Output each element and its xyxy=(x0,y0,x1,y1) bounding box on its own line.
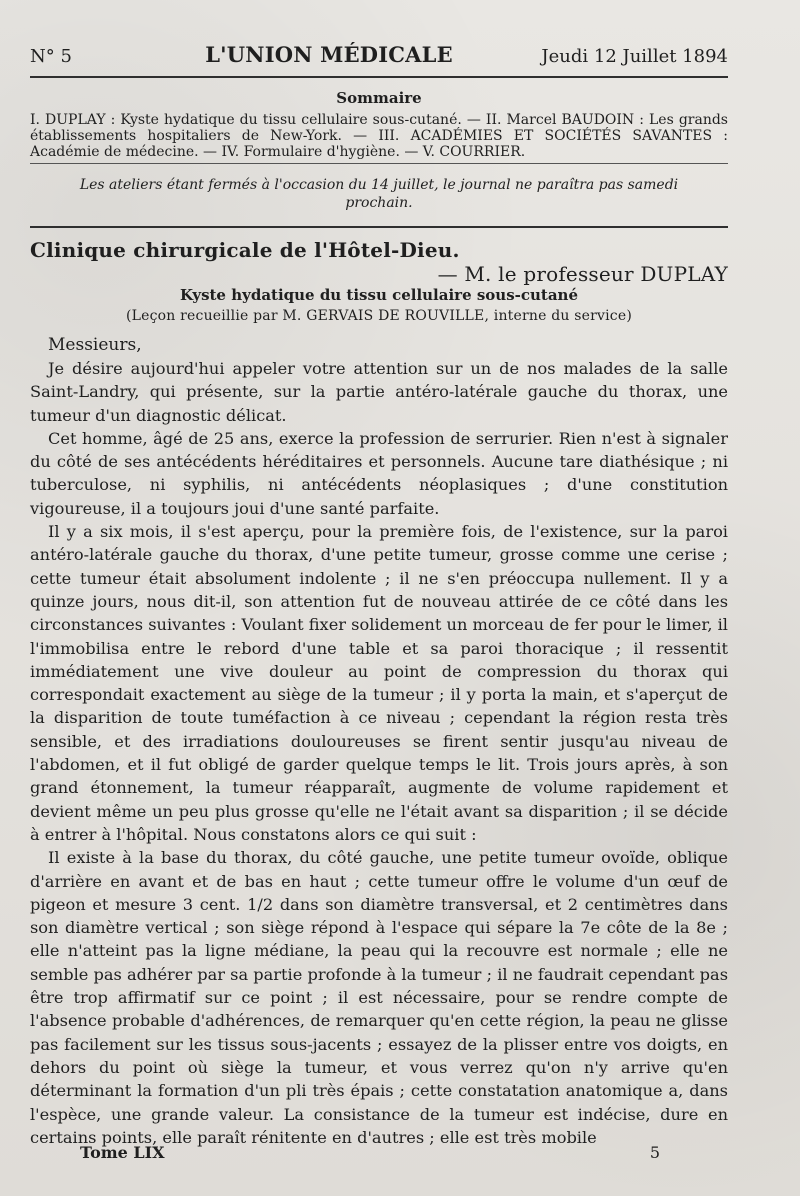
journal-title: L'UNION MÉDICALE xyxy=(205,42,453,67)
summary-block xyxy=(30,90,728,160)
section-title-right: — M. le professeur DUPLAY xyxy=(437,262,728,286)
article-subtitle: Kyste hydatique du tissu cellulaire sous-cutané xyxy=(179,286,579,304)
page-footer xyxy=(80,1143,660,1162)
issue-number: N° 5 xyxy=(30,46,72,67)
header-rule xyxy=(30,76,728,78)
section-top-rule xyxy=(30,226,728,228)
summary-title: Sommaire xyxy=(336,89,422,107)
section-title xyxy=(30,238,728,286)
salutation: Messieurs, xyxy=(48,335,142,355)
paragraph-3: Il y a six mois, il s'est aperçu, pour la première fois, de l'existence, sur la paroi antéro-latérale gauche du thorax, d'une petite tumeur, grosse comme une cerise ; cette tumeur était absolument indolente ; il ne s'en préoccupa nullement. Il y a quinze jours, nous dit-il, son attention fut de nouveau attirée de ce côté dans les circonstances suivantes : Voulant fixer solidement un morceau de fer pour le limer, il l'immobilisa entre le rebord d'une table et sa paroi thoracique ; il ressentit immédiatement une vive douleur au point de compression du thorax qui correspondait exactement au siège de la tumeur ; il y porta la main, et s'aperçut de la disparition de toute tuméfaction à ce niveau ; cependant la région resta très sensible, et des irradiations douloureuses se firent sentir jusqu'au niveau de l'abdomen, et il fut obligé de garder quelque temps le lit. Trois jours après, à son grand étonnement, la tumeur réapparaît, augmente de volume rapidement et devient même un peu plus grosse qu'elle ne l'était avant sa disparition ; il se décide à entrer à l'hôpital. Nous constatons alors ce qui suit : xyxy=(30,522,728,844)
paragraph-4: Il existe à la base du thorax, du côté gauche, une petite tumeur ovoïde, oblique d'arrière en avant et de bas en haut ; cette tumeur offre le volume d'un œuf de pigeon et mesure 3 cent. 1/2 dans son diamètre transversal, et 2 centimètres dans son diamètre vertical ; son siège répond à l'espace qui sépare la 7e côte de la 8e ; elle n'atteint pas la ligne médiane, la peau qui la recouvre est normale ; elle ne semble pas adhérer par sa partie profonde à la tumeur ; il ne faudrait cependant pas être trop affirmatif sur ce point ; il est nécessaire, pour se rendre compte de l'absence probable d'adhérences, de remarquer qu'en cette région, la peau ne glisse pas facilement sur les tissus sous-jacents ; essayez de la plisser entre vos doigts, en dehors du point où siège la tumeur, et vous verrez qu'on n'y arrive qu'en déterminant la formation d'un pli très épais ; cette constatation anatomique a, dans l'espèce, une grande valeur. La consistance de la tumeur est indécise, dure en certains points, elle paraît rénitente en d'autres ; elle est très mobile xyxy=(30,848,728,1147)
notice-text: Les ateliers étant fermés à l'occasion du 14 juillet, le journal ne paraîtra pas samedi prochain. xyxy=(79,177,679,211)
page-number: 5 xyxy=(649,1143,660,1162)
issue-date: Jeudi 12 Juillet 1894 xyxy=(541,46,728,67)
summary-item-1: I. DUPLAY : Kyste hydatique du tissu cellulaire sous-cutané. — II. Marcel BAUDOIN : Les grands établissements hospitaliers de New-York. — III. ACADÉMIES ET SOCIÉTÉS SAVANTES : Académie de médecine. — IV. Formulaire d'hygiène. — V. COURRIER. xyxy=(30,112,728,160)
summary-rule xyxy=(30,163,728,164)
lecture-note: (Leçon recueillie par M. GERVAIS DE ROUVILLE, interne du service) xyxy=(125,308,632,324)
volume-label: Tome LIX xyxy=(80,1143,165,1162)
paragraph-2: Cet homme, âgé de 25 ans, exerce la profession de serrurier. Rien n'est à signaler du côté de ses antécédents héréditaires et personnels. Aucune tare diathésique ; ni tuberculose, ni syphilis, ni antécédents néoplasiques ; d'une constitution vigoureuse, il a toujours joui d'une santé parfaite. xyxy=(30,428,728,518)
article-body xyxy=(30,334,728,1149)
paragraph-1: Je désire aujourd'hui appeler votre attention sur un de nos malades de la salle Saint-Landry, qui présente, sur la partie antéro-latérale gauche du thorax, une tumeur d'un diagnostic délicat. xyxy=(30,359,728,425)
page-header xyxy=(30,44,728,66)
section-title-left: Clinique chirurgicale de l'Hôtel-Dieu. xyxy=(30,238,460,262)
